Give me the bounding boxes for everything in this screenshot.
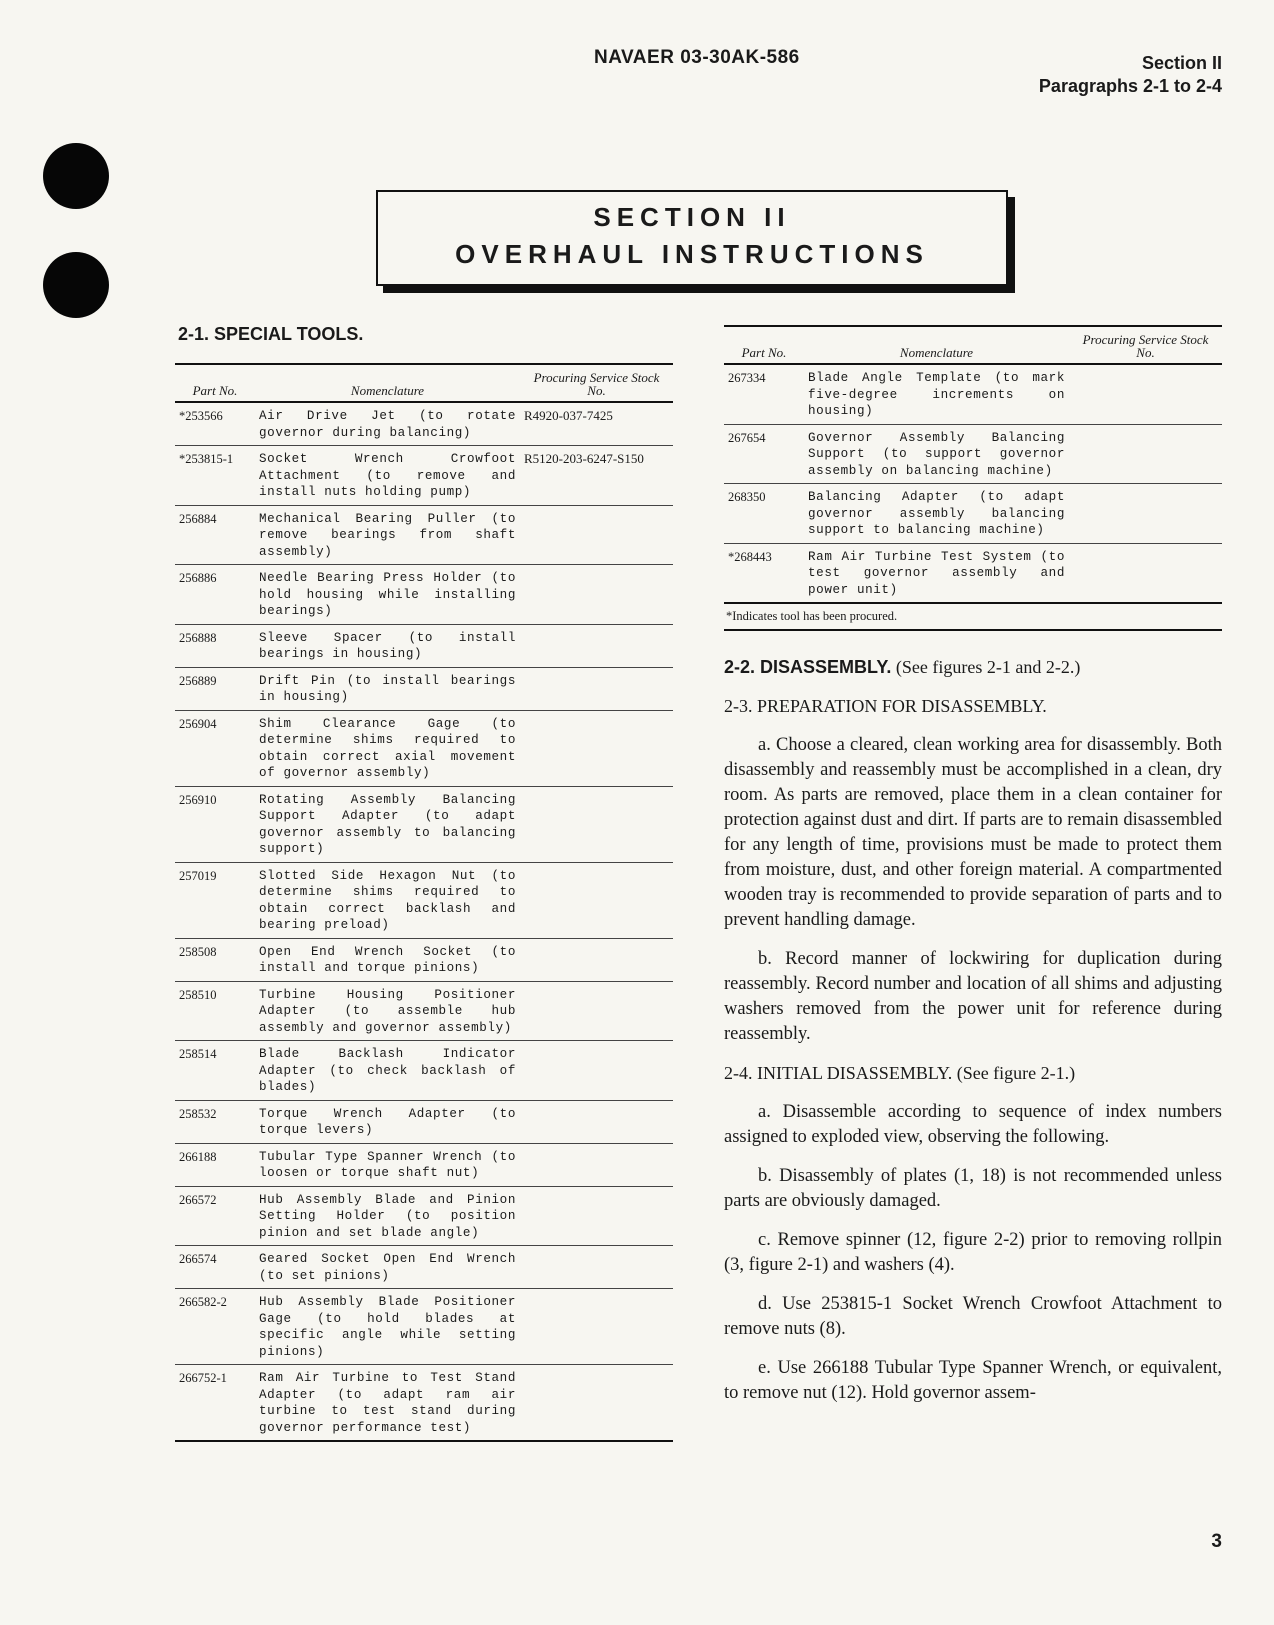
part-number-cell: 258514 [175,1041,255,1101]
table-row [175,1365,673,1442]
section-title-box [376,190,1008,286]
part-no-header: Part No. [192,383,238,398]
paragraph-2-4-c: c. Remove spinner (12, figure 2-2) prior to removing rollpin (3, figure 2-1) and washers (4). [724,1230,1222,1275]
table-row [175,938,673,981]
paragraph-2-2-title: 2-2. DISASSEMBLY. [724,657,892,677]
part-number-cell: 266752-1 [175,1365,255,1442]
table-header-row [724,326,1222,364]
table-row [724,424,1222,484]
stock-number-cell [1069,424,1222,484]
nomenclature-cell: Ram Air Turbine to Test Stand Adapter (to adapt ram air turbine to test stand during governor performance test) [255,1365,520,1442]
section-label: Section II [1141,53,1222,73]
paragraph-2-3-a: a. Choose a cleared, clean working area for disassembly. Both disassembly and reassembly must be accomplished in a clean, dry room. As parts are removed, place them in a clean container for protection against dust and dirt. If parts are to remain disassembled for any length of time, provisions must be made to protect them from moisture, dust, and other foreign material. A compartmented wooden tray is recommended to provide separation of parts and to prevent handling damage. [724,735,1222,930]
nomenclature-cell: Tubular Type Spanner Wrench (to loosen or torque shaft nut) [255,1143,520,1186]
part-no-header: Part No. [741,345,787,360]
table-row [175,1041,673,1101]
paragraph-2-4-a: a. Disassemble according to sequence of index numbers assigned to exploded view, observing the following. [724,1102,1222,1147]
table-row [175,402,673,446]
table-row [175,624,673,667]
nomenclature-cell: Drift Pin (to install bearings in housing) [255,667,520,710]
part-number-cell: *253566 [175,402,255,446]
nomenclature-cell: Socket Wrench Crowfoot Attachment (to remove and install nuts holding pump) [255,446,520,506]
section-subtitle: OVERHAUL INSTRUCTIONS [455,239,929,269]
table-row [724,484,1222,544]
table-row [175,1289,673,1365]
nomenclature-cell: Hub Assembly Blade and Pinion Setting Holder (to position pinion and set blade angle) [255,1186,520,1246]
section-reference [1039,52,1222,98]
stock-number-cell [520,624,673,667]
part-number-cell: 256904 [175,710,255,786]
nomenclature-cell: Torque Wrench Adapter (to torque levers) [255,1100,520,1143]
table-row [175,565,673,625]
stock-number-cell [520,786,673,862]
special-tools-table [175,363,673,1442]
stock-no-header: Procuring Service Stock No. [1082,332,1209,360]
stock-number-cell [520,710,673,786]
stock-number-cell [520,938,673,981]
paragraph-2-2-heading [724,655,1222,680]
table-row [175,1100,673,1143]
part-number-cell: 267334 [724,364,804,424]
nomenclature-header: Nomenclature [899,345,974,360]
nomenclature-cell: Hub Assembly Blade Positioner Gage (to hold blades at specific angle while setting pinions) [255,1289,520,1365]
table-row [175,1143,673,1186]
part-number-cell: *268443 [724,543,804,603]
stock-number-cell [520,667,673,710]
nomenclature-cell: Blade Backlash Indicator Adapter (to check backlash of blades) [255,1041,520,1101]
part-number-cell: 258508 [175,938,255,981]
part-number-cell: 258532 [175,1100,255,1143]
nomenclature-cell: Shim Clearance Gage (to determine shims required to obtain correct axial movement of governor assembly) [255,710,520,786]
part-number-cell: *253815-1 [175,446,255,506]
part-number-cell: 266582-2 [175,1289,255,1365]
nomenclature-cell: Governor Assembly Balancing Support (to support governor assembly on balancing machine) [804,424,1069,484]
stock-number-cell [520,1100,673,1143]
paragraph-2-3-b: b. Record manner of lockwiring for duplication during reassembly. Record number and location of all shims and adjusting washers removed from the power unit for reference during reassembly. [724,949,1222,1044]
table-row [724,364,1222,424]
paragraphs-label: Paragraphs 2-1 to 2-4 [1038,76,1222,96]
paragraph-2-4-b: b. Disassembly of plates (1, 18) is not recommended unless parts are obviously damaged. [724,1166,1222,1211]
nomenclature-cell: Open End Wrench Socket (to install and torque pinions) [255,938,520,981]
nomenclature-cell: Mechanical Bearing Puller (to remove bearings from shaft assembly) [255,505,520,565]
nomenclature-header: Nomenclature [350,383,425,398]
stock-number-cell [520,1186,673,1246]
document-number: NAVAER 03-30AK-586 [594,47,800,68]
part-number-cell: 266572 [175,1186,255,1246]
paragraph-2-3-heading: 2-3. PREPARATION FOR DISASSEMBLY. [724,696,1047,716]
stock-number-cell [520,862,673,938]
part-number-cell: 266574 [175,1246,255,1289]
stock-number-cell [1069,484,1222,544]
right-column [724,325,1222,1420]
stock-number-cell [1069,364,1222,424]
table-row [724,543,1222,603]
page-number: 3 [1211,1531,1222,1552]
stock-number-cell [520,981,673,1041]
nomenclature-cell: Geared Socket Open End Wrench (to set pinions) [255,1246,520,1289]
left-column [175,318,673,1442]
table-row [175,862,673,938]
stock-number-cell [520,1246,673,1289]
binder-hole [43,143,109,209]
part-number-cell: 268350 [724,484,804,544]
binder-hole [43,252,109,318]
paragraph-2-4-e: e. Use 266188 Tubular Type Spanner Wrench, or equivalent, to remove nut (12). Hold governor assem- [724,1358,1222,1403]
stock-number-cell: R4920-037-7425 [520,402,673,446]
nomenclature-cell: Air Drive Jet (to rotate governor during balancing) [255,402,520,446]
part-number-cell: 258510 [175,981,255,1041]
stock-number-cell [520,505,673,565]
nomenclature-cell: Turbine Housing Positioner Adapter (to assemble hub assembly and governor assembly) [255,981,520,1041]
stock-number-cell [520,1365,673,1442]
stock-number-cell: R5120-203-6247-S150 [520,446,673,506]
stock-number-cell [520,565,673,625]
special-tools-table-continued [724,325,1222,604]
nomenclature-cell: Balancing Adapter (to adapt governor assembly balancing support to balancing machine) [804,484,1069,544]
nomenclature-cell: Slotted Side Hexagon Nut (to determine shims required to obtain correct backlash and bearing preload) [255,862,520,938]
paragraph-2-4-heading: 2-4. INITIAL DISASSEMBLY. (See figure 2-1.) [724,1063,1076,1083]
nomenclature-cell: Sleeve Spacer (to install bearings in housing) [255,624,520,667]
table-row [175,1186,673,1246]
part-number-cell: 256910 [175,786,255,862]
paragraph-2-4-d: d. Use 253815-1 Socket Wrench Crowfoot Attachment to remove nuts (8). [724,1294,1222,1339]
body-text [724,655,1222,1406]
part-number-cell: 267654 [724,424,804,484]
table-row [175,710,673,786]
table-row [175,786,673,862]
table-header-row [175,364,673,402]
nomenclature-cell: Blade Angle Template (to mark five-degree increments on housing) [804,364,1069,424]
part-number-cell: 257019 [175,862,255,938]
table-footnote: *Indicates tool has been procured. [724,604,1222,631]
stock-number-cell [1069,543,1222,603]
special-tools-heading: 2-1. SPECIAL TOOLS. [178,324,364,344]
stock-no-header: Procuring Service Stock No. [533,370,660,398]
stock-number-cell [520,1289,673,1365]
table-row [175,981,673,1041]
stock-number-cell [520,1041,673,1101]
table-row [175,1246,673,1289]
table-row [175,505,673,565]
paragraph-2-2-reference: (See figures 2-1 and 2-2.) [895,657,1081,677]
table-row [175,446,673,506]
section-title: SECTION II [593,202,791,232]
nomenclature-cell: Needle Bearing Press Holder (to hold housing while installing bearings) [255,565,520,625]
nomenclature-cell: Rotating Assembly Balancing Support Adapter (to adapt governor assembly to balancing support) [255,786,520,862]
stock-number-cell [520,1143,673,1186]
nomenclature-cell: Ram Air Turbine Test System (to test governor assembly and power unit) [804,543,1069,603]
part-number-cell: 256884 [175,505,255,565]
part-number-cell: 256889 [175,667,255,710]
table-row [175,667,673,710]
part-number-cell: 266188 [175,1143,255,1186]
part-number-cell: 256886 [175,565,255,625]
part-number-cell: 256888 [175,624,255,667]
